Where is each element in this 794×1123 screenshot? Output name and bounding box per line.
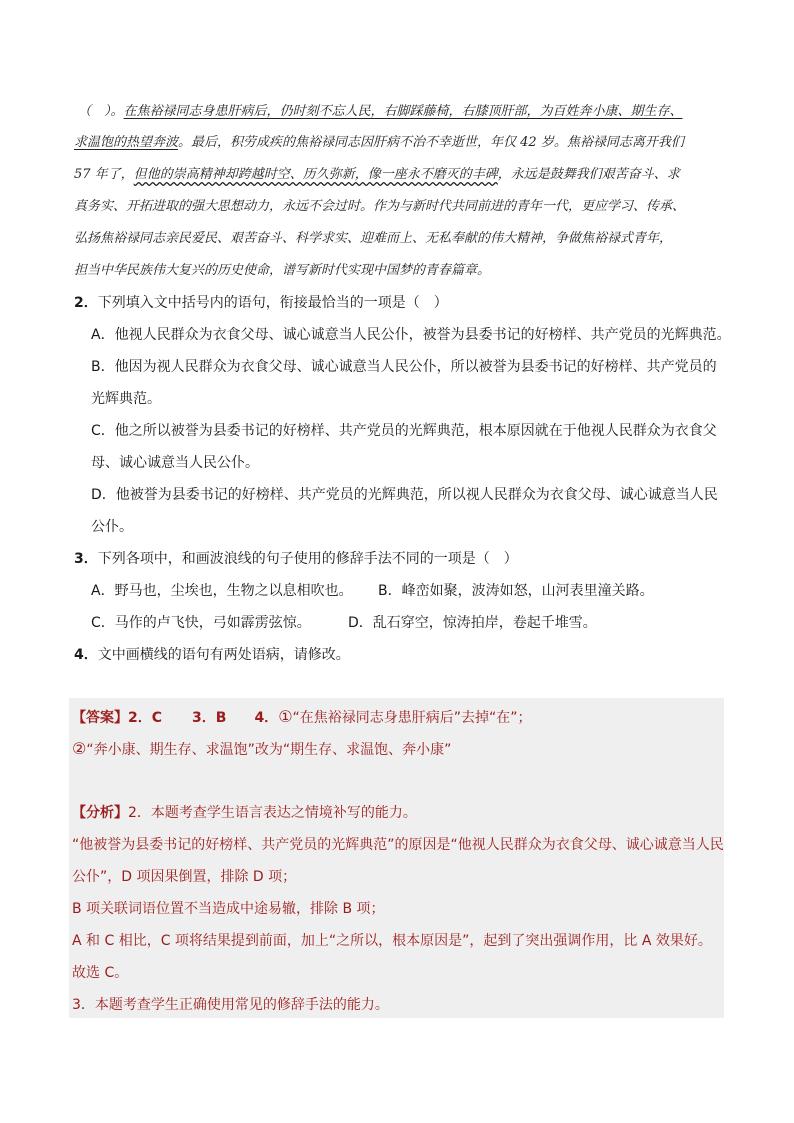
analysis-line-6: 故选 C。 xyxy=(72,965,129,981)
passage-line-6: 担当中华民族伟大复兴的历史使命，谱写新时代实现中国梦的青春篇章。 xyxy=(74,263,491,278)
analysis-tag: 【分析】 xyxy=(72,805,128,821)
analysis-line-4: B 项关联词语位置不当造成中途易辙，排除 B 项； xyxy=(72,901,385,917)
question-4-stem: 4．文中画横线的语句有两处语病，请修改。 xyxy=(74,647,350,663)
q3-option-c: C．马作的卢飞快，弓如霹雳弦惊。 xyxy=(91,615,311,631)
question-3-stem: 3．下列各项中，和画波浪线的句子使用的修辞手法不同的一项是（ ） xyxy=(74,551,518,567)
q3-option-a: A．野马也，尘埃也，生物之以息相吹也。 xyxy=(91,583,353,599)
q2-option-b-cont: 光辉典范。 xyxy=(91,391,161,407)
q2-option-d: D．他被誉为县委书记的好榜样、共产党员的光辉典范，所以视人民群众为衣食父母、诚心诚意当人民 xyxy=(91,487,718,503)
passage-line-4: 真务实、开拓进取的强大思想动力，永远不会过时。作为与新时代共同前进的青年一代，更应学习、传承、 xyxy=(74,199,686,214)
passage-line-3: 57 年了，但他的崇高精神却跨越时空、历久弥新，像一座永不磨灭的丰碑，永远是鼓舞我们艰苦奋斗、求 xyxy=(74,167,680,182)
passage-line-5: 弘扬焦裕禄同志亲民爱民、艰苦奋斗、科学求实、迎难而上、无私奉献的伟大精神，争做焦裕禄式青年， xyxy=(74,231,673,246)
q2-option-c: C．他之所以被誉为县委书记的好榜样、共产党员的光辉典范，根本原因就在于他视人民群众为衣食父 xyxy=(91,423,717,439)
wavy-sentence: 但他的崇高精神却跨越时空、历久弥新，像一座永不磨灭的丰碑 xyxy=(133,167,498,182)
answer-tag: 【答案】 xyxy=(72,710,128,726)
analysis-line-2: “他被誉为县委书记的好榜样、共产党员的光辉典范”的原因是“他视人民群众为衣食父母、诚心诚意当人民 xyxy=(72,837,724,853)
q2-option-b: B．他因为视人民群众为衣食父母、诚心诚意当人民公仆，所以被誉为县委书记的好榜样、共产党员的 xyxy=(91,359,717,375)
blank-paren: （ ）。 xyxy=(78,104,124,119)
passage-line-1 xyxy=(78,102,683,122)
analysis-line-5: A 和 C 相比，C 项将结果提到前面，加上“之所以，根本原因是”，起到了突出强调作用，比 A 效果好。 xyxy=(72,933,712,949)
question-2-stem: 2．下列填入文中括号内的语句，衔接最恰当的一项是（ ） xyxy=(74,295,448,311)
q2-option-a: A．他视人民群众为衣食父母、诚心诚意当人民公仆，被誉为县委书记的好榜样、共产党员的光辉典范。 xyxy=(91,327,731,343)
q2-option-c-cont: 母、诚心诚意当人民公仆。 xyxy=(91,455,259,471)
underlined-sentence-1: 在焦裕禄同志身患肝病后，仍时刻不忘人民，右脚踩藤椅，右膝顶肝部，为百姓奔小康、期生存、 xyxy=(123,104,683,119)
analysis-line-1: 【分析】2．本题考查学生语言表达之情境补写的能力。 xyxy=(72,805,417,821)
answer-line-2: ②“奔小康、期生存、求温饱”改为“期生存、求温饱、奔小康” xyxy=(72,739,452,758)
analysis-line-7: 3．本题考查学生正确使用常见的修辞手法的能力。 xyxy=(72,997,389,1013)
analysis-line-3: 公仆”，D 项因果倒置，排除 D 项； xyxy=(72,869,297,885)
q3-option-d: D．乱石穿空，惊涛拍岸，卷起千堆雪。 xyxy=(348,615,597,631)
q3-option-b: B．峰峦如聚，波涛如怒，山河表里潼关路。 xyxy=(378,583,654,599)
q2-option-d-cont: 公仆。 xyxy=(91,519,133,535)
passage-line-2: 求温饱的热望奔波。最后，积劳成疾的焦裕禄同志因肝病不治不幸逝世，年仅 42 岁。焦裕禄同志离开我们 xyxy=(74,135,684,150)
answer-line-1: 【答案】2．C 3．B 4．①“在焦裕禄同志身患肝病后”去掉“在”； xyxy=(72,707,532,726)
underlined-sentence-2: 求温饱的热望奔波 xyxy=(74,135,179,150)
